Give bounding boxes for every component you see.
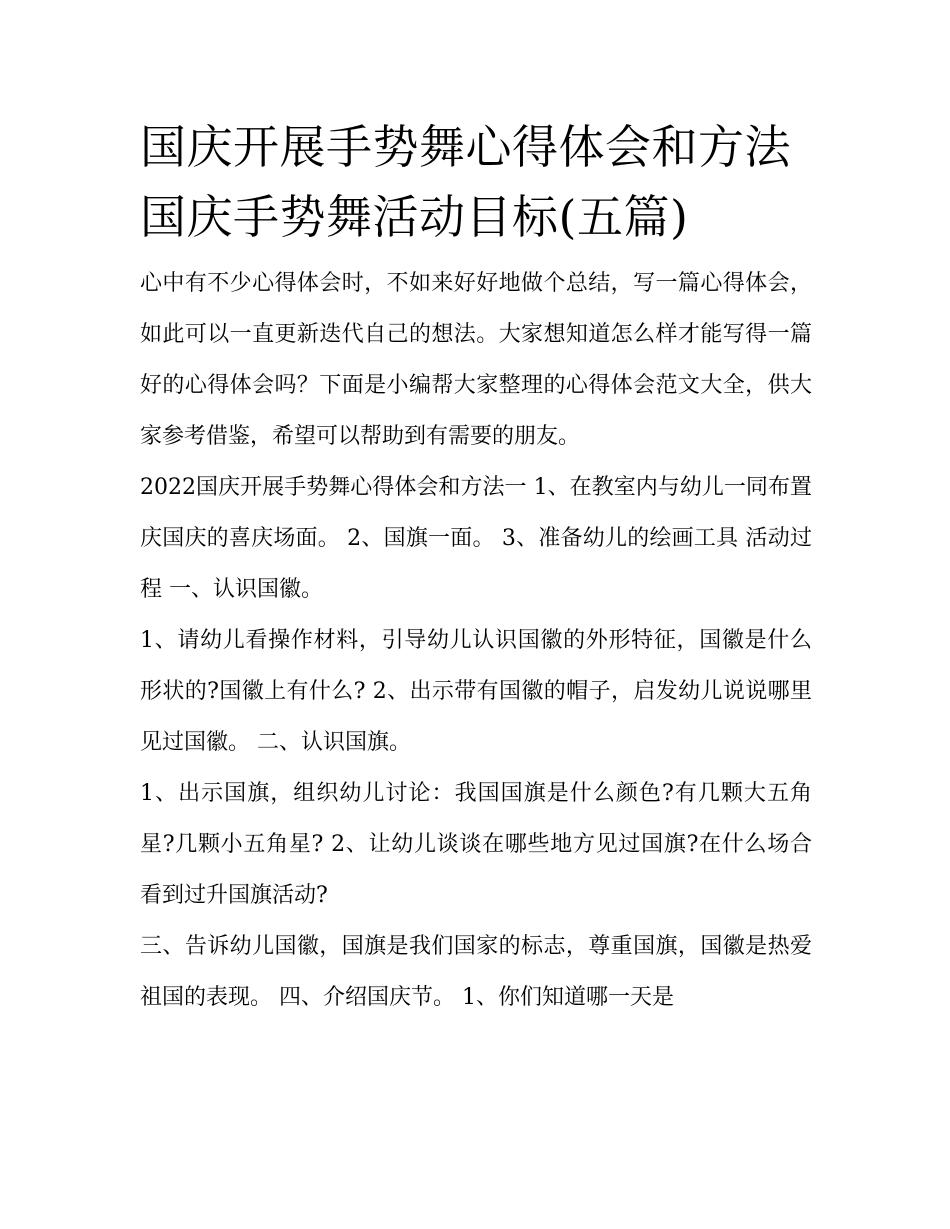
paragraph-national-day: 三、告诉幼儿国徽，国旗是我们国家的标志，尊重国旗，国徽是热爱祖国的表现。 四、介绍国庆节。 1、你们知道哪一天是: [140, 934, 812, 1010]
document-title: 国庆开展手势舞心得体会和方法 国庆手势舞活动目标(五篇): [140, 120, 791, 244]
document-page: [140, 112, 812, 1023]
paragraph-preparation: 2022国庆开展手势舞心得体会和方法一 1、在教室内与幼儿一同布置庆国庆的喜庆场面。 2、国旗一面。 3、准备幼儿的绘画工具 活动过程 一、认识国徽。: [140, 475, 812, 602]
paragraph-emblem: 1、请幼儿看操作材料，引导幼儿认识国徽的外形特征，国徽是什么形状的?国徽上有什么? 2、出示带有国徽的帽子，启发幼儿说说哪里见过国徽。 二、认识国旗。: [140, 628, 812, 755]
paragraph-flag: 1、出示国旗，组织幼儿讨论：我国国旗是什么颜色?有几颗大五角星?几颗小五角星? 2、让幼儿谈谈在哪些地方见过国旗?在什么场合看到过升国旗活动?: [140, 781, 812, 908]
paragraph-intro: 心中有不少心得体会时，不如来好好地做个总结，写一篇心得体会，如此可以一直更新迭代自己的想法。大家想知道怎么样才能写得一篇好的心得体会吗？下面是小编帮大家整理的心得体会范文大全，供大家参考借鉴，希望可以帮助到有需要的朋友。: [140, 271, 812, 449]
